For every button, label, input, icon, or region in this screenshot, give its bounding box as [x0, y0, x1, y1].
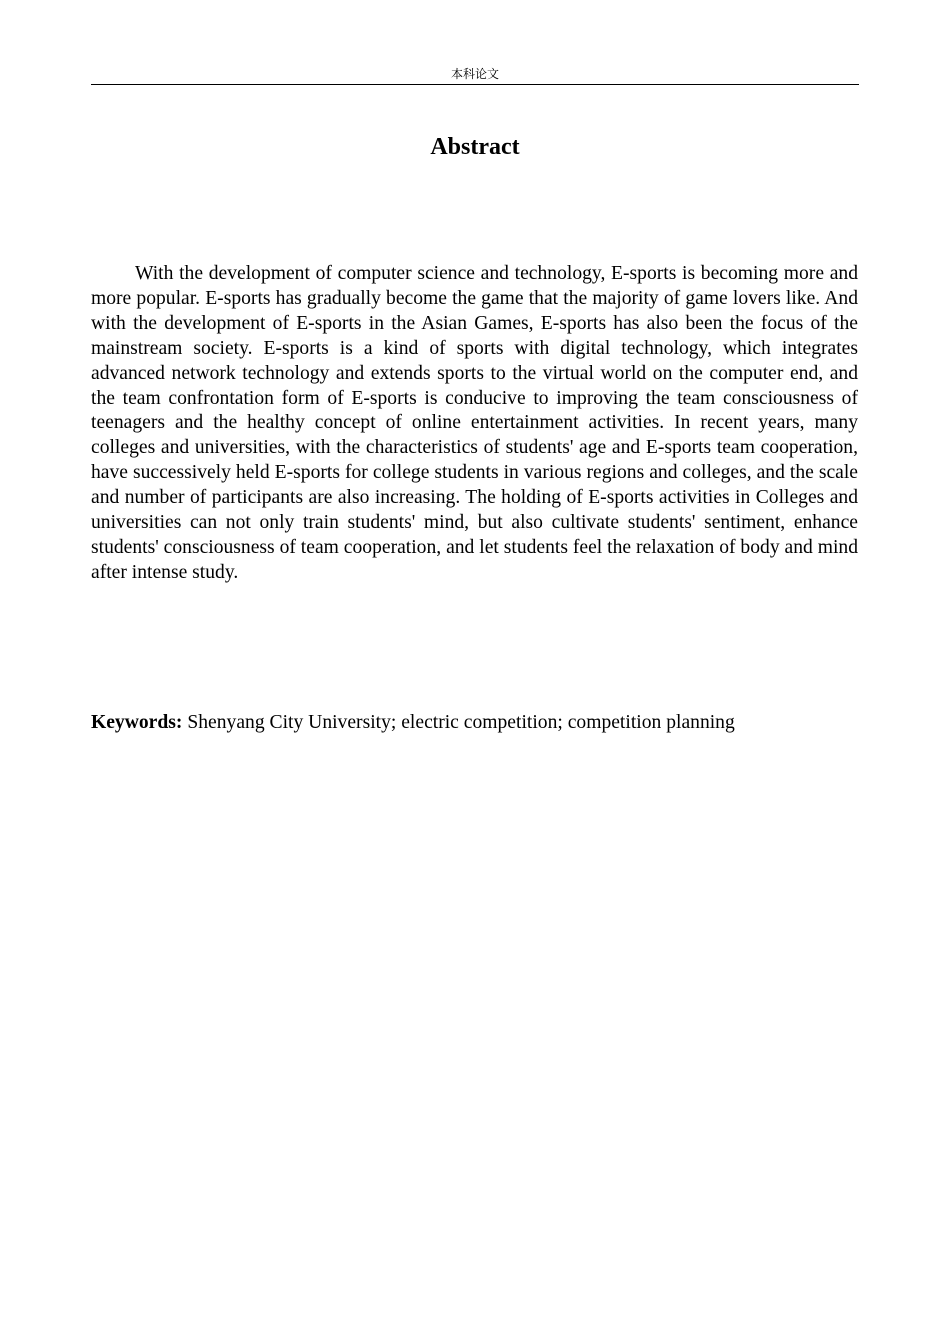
abstract-title: Abstract: [430, 134, 520, 160]
keywords-text: Shenyang City University; electric competition; competition planning: [187, 712, 735, 733]
abstract-body: With the development of computer science and technology, E-sports is becoming more and more popular. E-sports has gradually become the game that the majority of game lovers like. And with the development of E-sports in the Asian Games, E-sports has also been the focus of the mainstream society. E-sports is a kind of sports with digital technology, which integrates advanced network technology and extends sports to the virtual world on the computer end, and the team confrontation form of E-sports is conducive to improving the team consciousness of teenagers and the healthy concept of online entertainment activities. In recent years, many colleges and universities, with the characteristics of students' age and E-sports team cooperation, have successively held E-sports for college students in various regions and colleges, and the scale and number of participants are also increasing. The holding of E-sports activities in Colleges and universities can not only train students' mind, but also cultivate students' sentiment, enhance students' consciousness of team cooperation, and let students feel the relaxation of body and mind after intense study.: [91, 263, 858, 583]
running-header: 本科论文: [91, 66, 859, 85]
keywords-line: [91, 710, 859, 735]
keywords-label: Keywords:: [91, 712, 183, 733]
